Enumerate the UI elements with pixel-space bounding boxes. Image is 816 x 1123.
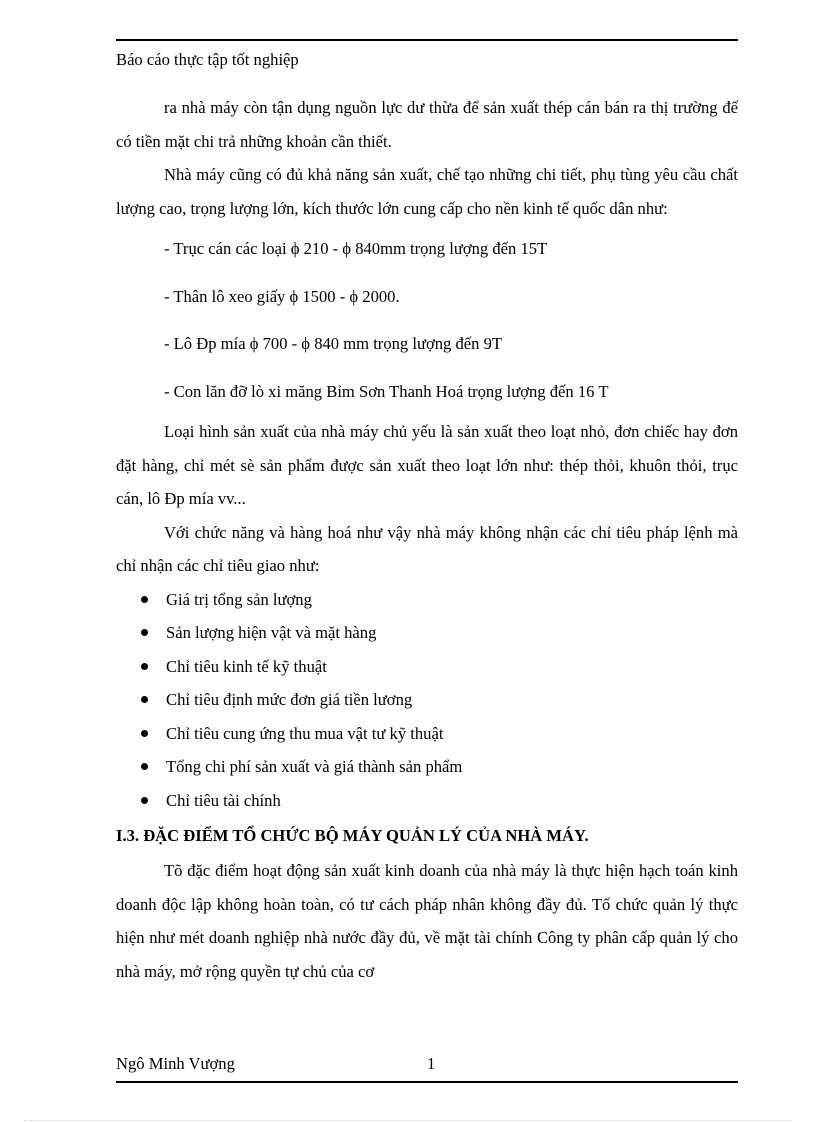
dash-item: - Trục cán các loại ϕ 210 - ϕ 840mm trọng lượng đến 15T	[164, 239, 548, 258]
page-number: 1	[427, 1054, 436, 1073]
list-item: Chỉ tiêu cung ứng thu mua vật tư kỹ thuật	[116, 717, 738, 751]
paragraph-indicators: Với chức năng và hàng hoá như vậy nhà máy không nhận các chỉ tiêu pháp lệnh mà chỉ nhận các chỉ tiêu giao như:	[116, 522, 738, 575]
bullet-icon	[141, 797, 148, 804]
paragraph-capabilities: Nhà máy cũng có đủ khả năng sản xuất, chế tạo những chi tiết, phụ tùng yêu cầu chất lượng cao, trọng lượng lớn, kích thước lớn cung cấp cho nền kinh tế quốc dân như:	[116, 165, 738, 218]
indicator-list	[116, 583, 738, 818]
list-item: Chỉ tiêu tài chính	[116, 784, 738, 818]
dash-item: - Lô Ðp mía ϕ 700 - ϕ 840 mm trọng lượng đến 9T	[164, 334, 503, 353]
bullet-icon	[141, 696, 148, 703]
footer-rule	[116, 1081, 738, 1083]
bullet-icon	[141, 596, 148, 603]
list-item: Giá trị tổng sản lượng	[116, 583, 738, 617]
bullet-icon	[141, 763, 148, 770]
paragraph-continuation: ra nhà máy còn tận dụng nguồn lực dư thừa để sản xuất thép cán bán ra thị trường để có tiền mặt chi trả những khoản cần thiết.	[116, 98, 738, 151]
dash-item: - Thân lô xeo giấy ϕ 1500 - ϕ 2000.	[164, 286, 400, 306]
bullet-icon	[141, 730, 148, 737]
paragraph-production-type: Loại hình sản xuất của nhà máy chủ yếu là sản xuất theo loạt nhỏ, đơn chiếc hay đơn đặt hàng, chỉ mét sè sản phẩm được sản xuất theo loạt lớn như: thép thỏi, khuôn thỏi, trục cán, lô Ðp mía vv...	[116, 422, 738, 508]
header-rule	[116, 39, 738, 41]
section-heading: I.3. ĐẶC ĐIỂM TỔ CHỨC BỘ MÁY QUẢN LÝ CỦA NHÀ MÁY.	[116, 826, 589, 845]
bullet-icon	[141, 663, 148, 670]
footer-author: Ngô Minh Vượng	[116, 1054, 235, 1073]
list-item: Sản lượng hiện vật và mặt hàng	[116, 616, 738, 650]
list-item: Chỉ tiêu định mức đơn giá tiền lương	[116, 683, 738, 717]
list-item: Tổng chi phí sản xuất và giá thành sản phẩm	[116, 750, 738, 784]
bullet-icon	[141, 629, 148, 636]
page-header-title: Báo cáo thực tập tốt nghiệp	[116, 50, 299, 69]
document-body	[116, 91, 738, 988]
page-edge-divider	[24, 1120, 792, 1121]
dash-item: - Con lăn đỡ lò xi măng Bỉm Sơn Thanh Hoá trọng lượng đến 16 T	[164, 381, 609, 401]
list-item: Chỉ tiêu kinh tế kỹ thuật	[116, 650, 738, 684]
paragraph-organization: Tõ đặc điểm hoạt động sản xuất kinh doanh của nhà máy là thực hiện hạch toán kinh doanh độc lập không hoàn toàn, có tư cách pháp nhân không đầy đủ. Tổ chức quản lý thực hiện như mét doanh nghiệp nhà nước đầy đủ, về mặt tài chính Công ty phân cấp quản lý cho nhà máy, mở rộng quyền tự chủ của cơ	[116, 861, 738, 981]
